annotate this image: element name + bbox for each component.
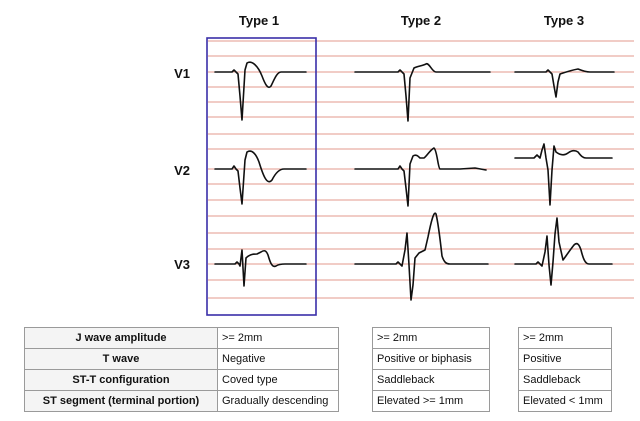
trace-type1-v2 [215,151,306,204]
lead-label-v1: V1 [174,66,190,81]
type2-value: Positive or biphasis [373,349,490,370]
type2-value: >= 2mm [373,328,490,349]
type1-value: >= 2mm [218,328,339,349]
type1-value: Coved type [218,370,339,391]
table-row [519,349,612,370]
type2-value: Saddleback [373,370,490,391]
criteria-table-type1 [24,327,339,412]
lead-label-v3: V3 [174,257,190,272]
type2-value: Elevated >= 1mm [373,391,490,412]
trace-type3-v1 [515,69,614,97]
type1-value: Gradually descending [218,391,339,412]
table-row [373,370,490,391]
table-row [25,370,339,391]
table-row [519,328,612,349]
column-header-type1: Type 1 [238,13,280,28]
table-row [519,391,612,412]
criterion-label: ST-T configuration [25,370,218,391]
grid-lines [208,41,634,298]
column-header-type2: Type 2 [400,13,442,28]
table-row [25,349,339,370]
type1-highlight-box [207,38,316,315]
lead-label-v2: V2 [174,163,190,178]
table-row [373,349,490,370]
criteria-table-type2 [372,327,490,412]
column-header-type3: Type 3 [543,13,585,28]
trace-type3-v3 [515,218,612,285]
criterion-label: T wave [25,349,218,370]
type1-value: Negative [218,349,339,370]
table-row [25,391,339,412]
type3-value: Positive [519,349,612,370]
trace-type2-v3 [355,213,488,300]
table-row [373,391,490,412]
table-row [519,370,612,391]
type3-value: >= 2mm [519,328,612,349]
trace-type3-v2 [515,144,612,205]
type3-value: Saddleback [519,370,612,391]
type3-value: Elevated < 1mm [519,391,612,412]
criterion-label: ST segment (terminal portion) [25,391,218,412]
trace-type1-v1 [215,62,306,120]
criterion-label: J wave amplitude [25,328,218,349]
table-row [373,328,490,349]
trace-type2-v2 [355,148,486,206]
criteria-table-type3 [518,327,612,412]
trace-type1-v3 [215,250,306,286]
table-row [25,328,339,349]
